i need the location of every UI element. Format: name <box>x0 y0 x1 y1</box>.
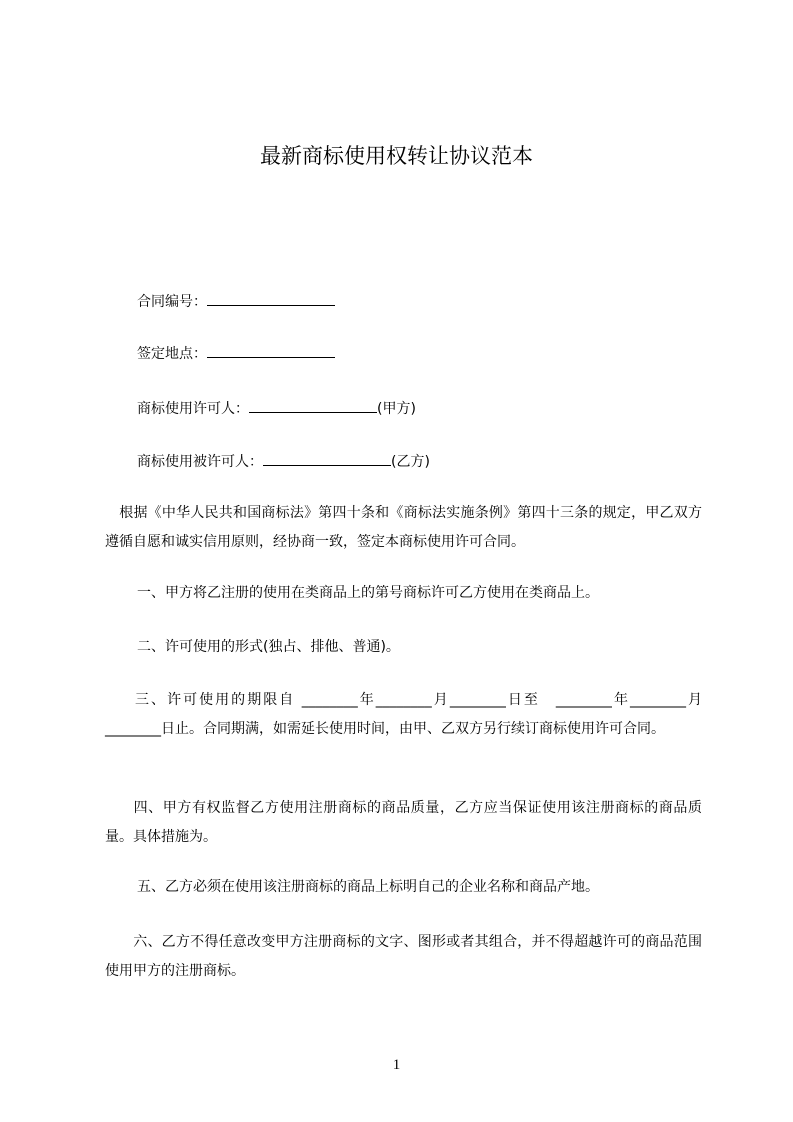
licensee-suffix: (乙方) <box>391 454 430 470</box>
contract-number-blank <box>207 291 335 306</box>
document-title: 最新商标使用权转让协议范本 <box>260 144 533 168</box>
contract-number-label: 合同编号： <box>137 294 207 310</box>
contract-number-field <box>137 291 335 312</box>
clause-3: 三、许可使用的期限自 ________年________月________日至 ________年________月________日止。合同期满，如需延长使用时间，由甲、乙双方另行续订商标使用许可合同。 <box>105 692 702 737</box>
sign-place-field <box>137 343 335 364</box>
intro-paragraph: 根据《中华人民共和国商标法》第四十条和《商标法实施条例》第四十三条的规定，甲乙双方遵循自愿和诚实信用原则，经协商一致，签定本商标使用许可合同。 <box>105 505 702 550</box>
clause-1: 一、甲方将乙注册的使用在类商品上的第号商标许可乙方使用在类商品上。 <box>137 585 599 601</box>
licensor-suffix: (甲方) <box>377 401 416 417</box>
licensee-label: 商标使用被许可人： <box>137 454 263 470</box>
clause-4: 四、甲方有权监督乙方使用注册商标的商品质量，乙方应当保证使用该注册商标的商品质量。具体措施为。 <box>105 800 702 845</box>
clause-5: 五、乙方必须在使用该注册商标的商品上标明自己的企业名称和商品产地。 <box>137 879 599 895</box>
licensee-field <box>137 451 430 472</box>
clause-6: 六、乙方不得任意改变甲方注册商标的文字、图形或者其组合，并不得超越许可的商品范围使用甲方的注册商标。 <box>105 934 702 979</box>
clause-2: 二、许可使用的形式(独占、排他、普通)。 <box>137 639 400 655</box>
sign-place-label: 签定地点： <box>137 346 207 362</box>
page-number: 1 <box>392 1057 401 1073</box>
licensor-label: 商标使用许可人： <box>137 401 249 417</box>
licensor-field <box>137 398 416 419</box>
licensor-blank <box>249 398 377 413</box>
licensee-blank <box>263 451 391 466</box>
sign-place-blank <box>207 343 335 358</box>
